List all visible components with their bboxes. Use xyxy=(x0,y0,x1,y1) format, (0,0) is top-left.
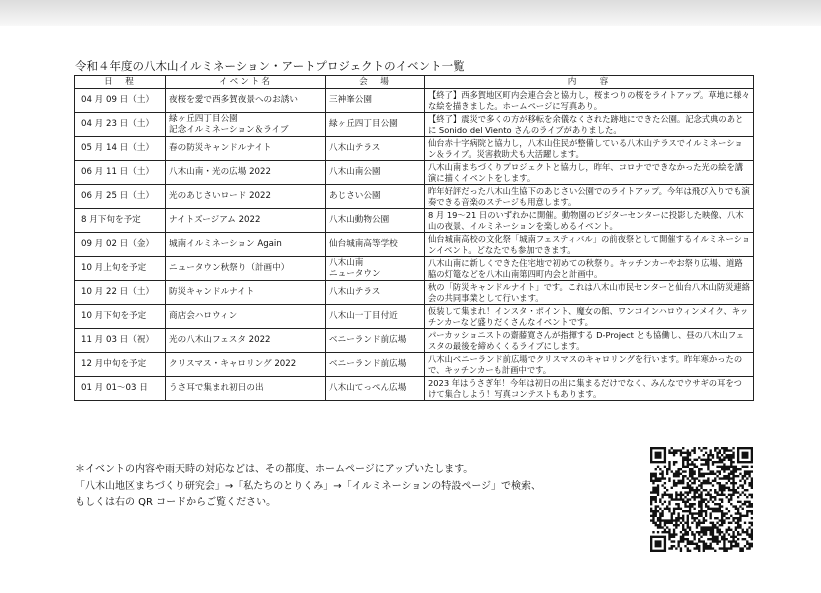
event-venue xyxy=(326,209,425,233)
table-row xyxy=(75,89,754,113)
event-date: 10 月 22 日（土） xyxy=(75,281,166,305)
event-name xyxy=(166,161,326,185)
event-name xyxy=(166,137,326,161)
event-name-line: クリスマス・キャロリング 2022 xyxy=(169,359,297,369)
table-row xyxy=(75,329,754,353)
table-row xyxy=(75,257,754,281)
event-venue xyxy=(326,329,425,353)
event-table-body xyxy=(75,89,754,401)
event-date: 12 月中旬を予定 xyxy=(75,353,166,377)
event-name-line: ニュータウン秋祭り（計画中） xyxy=(169,263,290,273)
event-venue-line: ベニーランド前広場 xyxy=(329,335,407,345)
header-venue: 会 場 xyxy=(326,76,425,89)
event-name-line: 城南イルミネーション Again xyxy=(169,239,282,249)
event-name xyxy=(166,209,326,233)
event-content: 八木山南に新しくできた住宅地で初めての秋祭り。キッチンカーやお祭り広場、道路脇の灯篭などを八木山南第四町内会と計画中。 xyxy=(425,257,754,281)
event-date: 8 月下旬を予定 xyxy=(75,209,166,233)
event-venue-line: 八木山てっぺん広場 xyxy=(329,383,407,393)
event-content: 【終了】西多賀地区町内会連合会と協力し，桜まつりの桜をライトアップ。草地に様々な絵を描きました。ホームページに写真あり。 xyxy=(425,89,754,113)
table-row xyxy=(75,185,754,209)
event-name-line: 防災キャンドルナイト xyxy=(169,287,255,297)
event-name-line: 春の防災キャンドルナイト xyxy=(169,143,272,153)
event-content: 2023 年はうさぎ年！今年は初日の出に集まるだけでなく、みんなでウサギの耳をつけて集合しよう！写真コンテストもあります。 xyxy=(425,377,754,401)
qr-modules xyxy=(650,447,753,552)
event-name-line: 光の八木山フェスタ 2022 xyxy=(169,335,271,345)
event-name xyxy=(166,185,326,209)
event-venue xyxy=(326,137,425,161)
event-name xyxy=(166,233,326,257)
document-title: 令和４年度の八木山イルミネーション・アートプロジェクトのイベント一覧 xyxy=(75,59,465,73)
event-name xyxy=(166,89,326,113)
footnote-line: ＊イベントの内容や雨天時の対応などは、その都度、ホームページにアップいたします。 xyxy=(75,464,474,475)
event-venue xyxy=(326,257,425,281)
qr-code-image[interactable] xyxy=(650,447,753,552)
footnote-line: 「八木山地区まちづくり研究会」→「私たちのとりくみ」→「イルミネーションの特設ページ」で検索、 xyxy=(75,480,542,492)
event-venue-line: ニュータウン xyxy=(329,268,381,279)
event-venue-line: 三神峯公園 xyxy=(329,95,372,105)
table-row xyxy=(75,161,754,185)
event-content: 八木山南まちづくりプロジェクトと協力し，昨年、コロナでできなかった光の絵を講演に描くイベントをします。 xyxy=(425,161,754,185)
event-venue xyxy=(326,161,425,185)
event-venue xyxy=(326,353,425,377)
event-venue-line: あじさい公園 xyxy=(329,191,381,201)
event-venue xyxy=(326,185,425,209)
event-content: パーカッショニストの齋藤寛さんが指揮する D-Project とも協働し、昼の八木山フェスタの最後を締めくくるライブにします。 xyxy=(425,329,754,353)
scan-edge-shadow xyxy=(0,0,821,26)
event-name xyxy=(166,113,326,137)
event-name xyxy=(166,329,326,353)
event-date: 10 月上旬を予定 xyxy=(75,257,166,281)
table-header-row xyxy=(75,76,754,89)
event-date: 05 月 14 日（土） xyxy=(75,137,166,161)
event-content: 仙台赤十字病院と協力し，八木山住民が整備している八木山テラスでイルミネーション＆ライブ。災害救助犬も大活躍します。 xyxy=(425,137,754,161)
event-name-line: 緑ヶ丘四丁目公園 xyxy=(169,113,238,124)
event-venue xyxy=(326,281,425,305)
event-venue xyxy=(326,377,425,401)
event-content: 昨年好評だった八木山生協下のあじさい公園でのライトアップ。今年は飛び入りでも演奏できる音楽のステージも用意します。 xyxy=(425,185,754,209)
event-venue-line: 八木山南 xyxy=(329,257,364,268)
table-row xyxy=(75,281,754,305)
event-content: 秋の「防災キャンドルナイト」です。これは八木山市民センターと仙台八木山防災連絡会の共同事業として行います。 xyxy=(425,281,754,305)
event-name xyxy=(166,353,326,377)
event-date: 06 月 25 日（土） xyxy=(75,185,166,209)
table-row xyxy=(75,305,754,329)
event-date: 01 月 01〜03 日 xyxy=(75,377,166,401)
event-name-line: 光のあじさいロード 2022 xyxy=(169,191,271,201)
table-row xyxy=(75,113,754,137)
event-venue xyxy=(326,233,425,257)
event-venue xyxy=(326,305,425,329)
table-row xyxy=(75,137,754,161)
event-venue-line: 緑ヶ丘四丁目公園 xyxy=(329,119,398,129)
event-name xyxy=(166,377,326,401)
event-content: 八木山ベニーランド前広場でクリスマスのキャロリングを行います。昨年寒かったので、キッチンカーも計画中です。 xyxy=(425,353,754,377)
table-row xyxy=(75,209,754,233)
footnote-line: もしくは右の QR コードからご覧ください。 xyxy=(75,497,277,508)
qr-code-graphic xyxy=(650,447,753,552)
event-content: 8 月 19〜21 日のいずれかに開催。動物園のビジターセンターに投影した映像、八木山の夜景、イルミネーションを楽しめるイベント。 xyxy=(425,209,754,233)
event-content: 仙台城南高校の文化祭「城南フェスティバル」の前夜祭として開催するイルミネーションイベント。どなたでも参加できます。 xyxy=(425,233,754,257)
event-date: 10 月下旬を予定 xyxy=(75,305,166,329)
header-date: 日 程 xyxy=(75,76,166,89)
event-name xyxy=(166,257,326,281)
event-venue-line: ベニーランド前広場 xyxy=(329,359,407,369)
event-content: 【終了】震災で多くの方が移転を余儀なくされた跡地にできた公園。記念式典のあとに Sonido del Viento さんのライブがありました。 xyxy=(425,113,754,137)
event-name-line: 八木山南・光の広場 2022 xyxy=(169,167,271,177)
event-date: 04 月 23 日（土） xyxy=(75,113,166,137)
table-row xyxy=(75,353,754,377)
header-event-name: イベント名 xyxy=(166,76,326,89)
event-name-line: 記念イルミネーション＆ライブ xyxy=(169,124,289,135)
event-venue-line: 八木山動物公園 xyxy=(329,215,390,225)
table-row xyxy=(75,377,754,401)
event-venue-line: 八木山テラス xyxy=(329,287,381,297)
event-content: 仮装して集まれ！インスタ・ポイント、魔女の館、ワンコインハロウィンメイク、キッチンカーなど盛りだくさんなイベントです。 xyxy=(425,305,754,329)
event-venue-line: 八木山一丁目付近 xyxy=(329,311,398,321)
header-content: 内 容 xyxy=(425,76,754,89)
event-venue xyxy=(326,113,425,137)
table-row xyxy=(75,233,754,257)
event-table xyxy=(74,75,754,401)
event-date: 11 月 03 日（祝） xyxy=(75,329,166,353)
event-date: 09 月 02 日（金） xyxy=(75,233,166,257)
event-date: 06 月 11 日（土） xyxy=(75,161,166,185)
event-name-line: 商店会ハロウィン xyxy=(169,311,238,321)
footnotes xyxy=(75,462,541,512)
event-name xyxy=(166,305,326,329)
event-name-line: うさ耳で集まれ初日の出 xyxy=(169,383,264,393)
event-venue-line: 仙台城南高等学校 xyxy=(329,239,398,249)
event-venue-line: 八木山テラス xyxy=(329,143,381,153)
event-venue xyxy=(326,89,425,113)
event-name-line: ナイトズージアム 2022 xyxy=(169,215,261,225)
event-venue-line: 八木山南公園 xyxy=(329,167,381,177)
event-name-line: 夜桜を愛で西多賀夜景へのお誘い xyxy=(169,95,298,105)
event-name xyxy=(166,281,326,305)
event-date: 04 月 09 日（土） xyxy=(75,89,166,113)
